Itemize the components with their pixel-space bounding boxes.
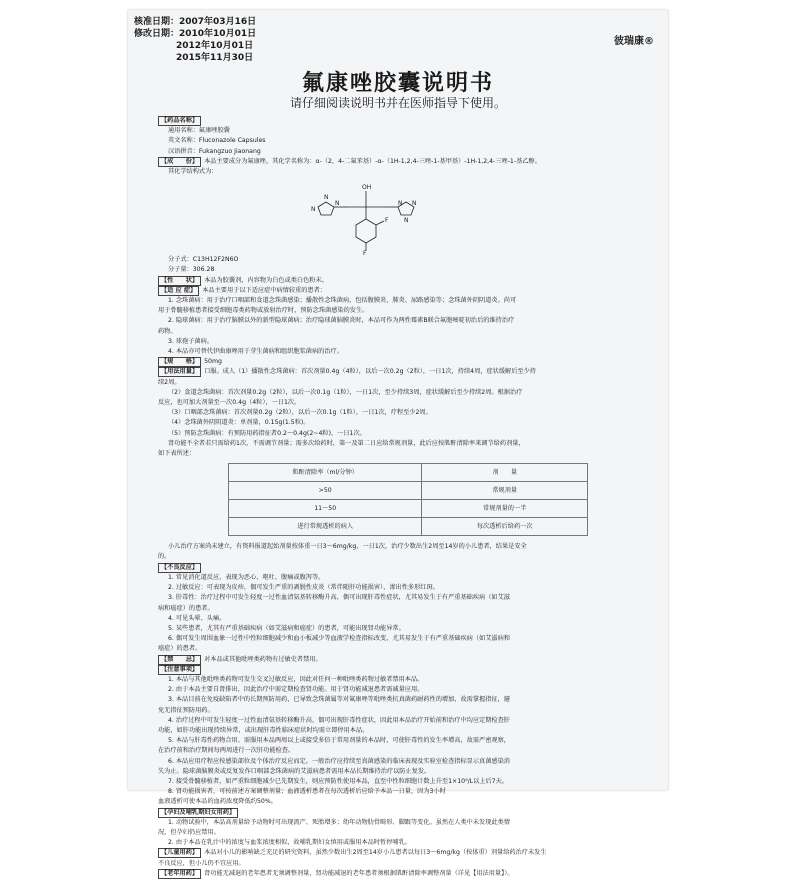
text-line: 3. 本品目前在免疫缺陷者中的长期预防用药，已导致念珠菌属等对氟康唑等吡唑类抗真菌药耐药性的增加，故需掌握指征，避: [168, 696, 510, 704]
svg-text:N: N: [398, 200, 403, 208]
text-line: 2. 由于本品在乳汁中的浓度与血浆浓度相似，故哺乳期妇女慎用或服用本品时暂停哺乳。: [168, 839, 411, 847]
section-heading: 【药品名称】: [158, 116, 201, 126]
text-line: 况，但孕妇仍应禁用。: [158, 828, 220, 836]
section-heading: 【规 格】: [158, 357, 201, 367]
text-line: 1. 动物试验中，本品高剂量给予动物时可出现流产、死胎增多；幼年动物肋骨畸形、脚跟等变化。虽然在人类中未发现此类情: [168, 818, 510, 826]
text-line: 3. 球孢子菌病。: [168, 337, 213, 345]
text-line: 50mg: [204, 358, 222, 366]
molecular-weight: 分子量：306.28: [168, 266, 215, 274]
svg-text:N: N: [404, 217, 409, 225]
text-line: 功能，如肝功能出现持续异常，或出现肝毒性临床症状时均需立即停用本品。: [158, 726, 369, 734]
section-heading: 【成 份】: [158, 157, 201, 167]
section-heading: 【儿童用药】: [158, 848, 201, 858]
text-line: 血液透析可使本品的血药浓度降低约50%。: [158, 798, 277, 806]
text-line: 肾功能不全者若只需给药1次，不需调节剂量；需多次给药时，第一及第二日应给常规剂量，此后应按肌酐清除率来调节给药剂量，: [168, 439, 525, 447]
text-line: 癌症）的患者。: [158, 645, 202, 653]
table-cell: 进行常规透析的病人: [229, 518, 422, 536]
svg-text:N: N: [335, 200, 340, 208]
text-line: 在治疗前和治疗期间每两周进行一次肝功能检查。: [158, 747, 295, 755]
text-line: 免无指征预防用药。: [158, 706, 214, 714]
text-line: 本品主要用于以下适应症中病情较重的患者：: [202, 286, 326, 294]
date-line: 核准日期：2007年03月16日: [134, 17, 257, 27]
text-line: （3）口咽部念珠菌病：首次剂量0.2g（2粒），以后一次0.1g（1粒），一日1次，疗程至少2周。: [168, 409, 432, 417]
text-line: 本品主要成分为氟康唑，其化学名称为：α-（2，4-二氟苯基）-α-（1H-1,2,4-三唑-1-基甲基）-1H-1,2,4-三唑-1-基乙醇。: [204, 157, 541, 165]
text-line: 续2周。: [158, 378, 181, 386]
leaflet-body: [158, 116, 646, 879]
text-line: 1. 念珠菌病：用于治疗口咽部和食道念珠菌感染；播散性念珠菌病，包括腹膜炎、肺炎、尿路感染等；念珠菌外阴阴道炎。尚可: [168, 297, 517, 305]
date-line: 2012年10月01日: [176, 41, 254, 51]
text-line: 8. 肾功能损害者，可按前述方案调整剂量；血液透析患者在每次透析后应给予本品一日量，因为3小时: [168, 788, 446, 796]
table-row: [229, 482, 588, 500]
text-line: 2. 隐球菌病：用于治疗脑膜以外的新型隐球菌病；治疗隐球菌脑膜炎时，本品可作为两性霉素B联合氟胞嘧啶初治后的维持治疗: [168, 317, 515, 325]
text-line: 小儿治疗方案尚未建立，有资料报道起始剂量按体重一日3～6mg/kg，一日1次，治疗少数出生2周至14岁的小儿患者，结果是安全: [168, 543, 527, 551]
text-line: 药物。: [158, 327, 177, 335]
text-line: 病和癌症）的患者。: [158, 604, 214, 612]
text-line: 6. 偶可发生周围血象一过性中性粒细胞减少和血小板减少等血液学检查指标改变，尤其易发生于有严重基础疾病（如艾滋病和: [168, 635, 510, 643]
svg-text:F: F: [385, 217, 389, 225]
text-line: 1. 本品与其他吡唑类药物可发生交叉过敏反应，因此对任何一种吡唑类药物过敏者禁用本品。: [168, 675, 424, 683]
text-line: 对本品或其他吡唑类药物有过敏史者禁用。: [204, 655, 322, 663]
text-line: 6. 本品应用疗程应按感染部位及个体治疗反应而定。一般治疗应持续至真菌感染的临床表现及实验室检查指标显示真菌感染消: [168, 757, 510, 765]
section-heading: 【老年用药】: [158, 869, 201, 879]
text-line: 3. 肝毒性：治疗过程中可发生轻度一过性血清氨基转移酶升高，偶可出现肝毒性症状，尤其易发生于有严重基础疾病（如艾滋: [168, 594, 510, 602]
table-cell: 11～50: [229, 500, 422, 518]
svg-text:N: N: [412, 200, 417, 208]
text-line: 的。: [158, 553, 171, 561]
renal-dosage-table: [228, 463, 588, 536]
text-line: 用于骨髓移植患者接受细胞毒类药物或放射治疗时，预防念珠菌感染的发生。: [158, 307, 369, 315]
text-line: 通用名称：氟康唑胶囊: [168, 127, 230, 135]
section-heading: 【适 应 症】: [158, 286, 199, 296]
text-line: 本品对小儿的影响缺乏充足的研究资料，虽然少数出生2周至14岁小儿患者以每日3～6mg/kg（按体重）剂量给药治疗未发生: [204, 849, 547, 857]
text-line: 汉语拼音：Fukangzuo Jiaonang: [168, 147, 261, 155]
svg-text:F: F: [363, 250, 367, 258]
table-cell: 每次透析后给药一次: [422, 518, 588, 536]
section-heading: 【用法用量】: [158, 367, 201, 377]
table-header-row: [229, 464, 588, 482]
text-line: 5. 本品与肝毒性药物合用、需服用本品两周以上或接受多倍于常用剂量的本品时，可使肝毒性的发生率增高，故需严密观察，: [168, 737, 510, 745]
text-line: 2. 过敏反应：可表现为皮疹，偶可发生严重的剥脱性皮炎（常伴随肝功能损害）、渗出性多形红斑。: [168, 584, 439, 592]
table-cell: >50: [229, 482, 422, 500]
table-header-cell: 剂 量: [422, 464, 588, 482]
text-line: 失为止。隐球菌脑膜炎或反复发作口咽部念珠菌病的艾滋病患者需用本品长期维持治疗以防止复发。: [158, 767, 431, 775]
section-heading: 【孕妇及哺乳期妇女用药】: [158, 808, 238, 818]
date-line: 修改日期：2010年10月01日: [134, 29, 257, 39]
text-line: 反应，也可加大剂量至一次0.4g（4粒），一日1次。: [158, 399, 301, 407]
text-line: 2. 由于本品主要自肾排出，因此治疗中需定期检查肾功能。用于肾功能减退患者需减量应用。: [168, 686, 424, 694]
table-cell: 常规剂量的一半: [422, 500, 588, 518]
text-line: （2）食道念珠菌病：首次剂量0.2g（2粒），以后一次0.1g（1粒），一日1次，至少持续3周，症状缓解后至少持续2周。根据治疗: [168, 388, 523, 396]
document-subtitle: 请仔细阅读说明书并在医师指导下使用。: [289, 96, 506, 110]
text-line: 5. 某些患者，尤其有严重基础疾病（如艾滋病和癌症）的患者，可能出现肾功能异常。: [168, 624, 405, 632]
text-line: 口服。成人（1）播散性念珠菌病：首次剂量0.4g（4粒），以后一次0.2g（2粒），一日1次，持续4周，症状缓解后至少持: [204, 368, 536, 376]
svg-text:N: N: [324, 194, 329, 202]
text-line: 4. 可见头晕、头痛。: [168, 614, 226, 622]
molecular-formula: 分子式：C13H12F2N6O: [168, 256, 239, 264]
svg-text:N: N: [311, 206, 316, 214]
table-cell: 常规剂量: [422, 482, 588, 500]
leaflet-sheet: [128, 10, 668, 877]
text-line: 4. 本品亦可替代伊曲康唑用于芽生菌病和组织胞浆菌病的治疗。: [168, 348, 343, 356]
text-line: （4）念珠菌外阴阴道炎：单剂量，0.15g(1.5粒)。: [168, 419, 310, 427]
section-heading: 【禁 忌】: [158, 655, 201, 665]
text-line: 肾功能无减退的老年患者无须调整剂量，肾功能减退的老年患者须根据肌酐清除率调整剂量（详见【用法用量】）。: [204, 869, 514, 877]
text-line: 4. 治疗过程中可发生轻度一过性血清氨基转移酶升高，偶可出现肝毒性症状，因此用本品治疗开始前和治疗中均应定期检查肝: [168, 716, 510, 724]
text-line: （5）预防念珠菌病：有预防用药指征者0.2～0.4g(2~4粒)，一日1次。: [168, 429, 366, 437]
text-line: 1. 常见消化道反应，表现为恶心、呕吐、腹痛或腹泻等。: [168, 573, 325, 581]
date-line: 2015年11月30日: [176, 53, 254, 63]
text-line: 不良反应，但小儿仍不宜应用。: [158, 859, 245, 867]
approval-dates: [134, 16, 256, 64]
document-title: 氟康唑胶囊说明书: [301, 71, 494, 96]
structure-drawing: [308, 177, 488, 258]
text-line: 其化学结构式为：: [168, 168, 218, 176]
brand-mark: 彼瑞康®: [614, 36, 654, 47]
text-line: 如下表所述：: [158, 450, 196, 458]
section-heading: 【不良反应】: [158, 563, 201, 573]
table-row: [229, 500, 588, 518]
svg-text:OH: OH: [362, 184, 372, 192]
table-header-cell: 肌酐清除率（ml/分钟）: [229, 464, 422, 482]
section-heading: 【性 状】: [158, 276, 201, 286]
text-line: 7. 接受骨髓移植者，如严重粒细胞减少已先期发生，则应预防性使用本品，直至中性粒细胞计数上升至1×10⁹/L以上后7天。: [168, 777, 508, 785]
text-line: 英文名称：Fluconazole Capsules: [168, 137, 266, 145]
text-line: 本品为胶囊剂，内容物为白色或类白色粉末。: [204, 276, 328, 284]
chemical-structure: [308, 177, 646, 258]
table-row: [229, 518, 588, 536]
section-heading: 【注意事项】: [158, 665, 201, 675]
